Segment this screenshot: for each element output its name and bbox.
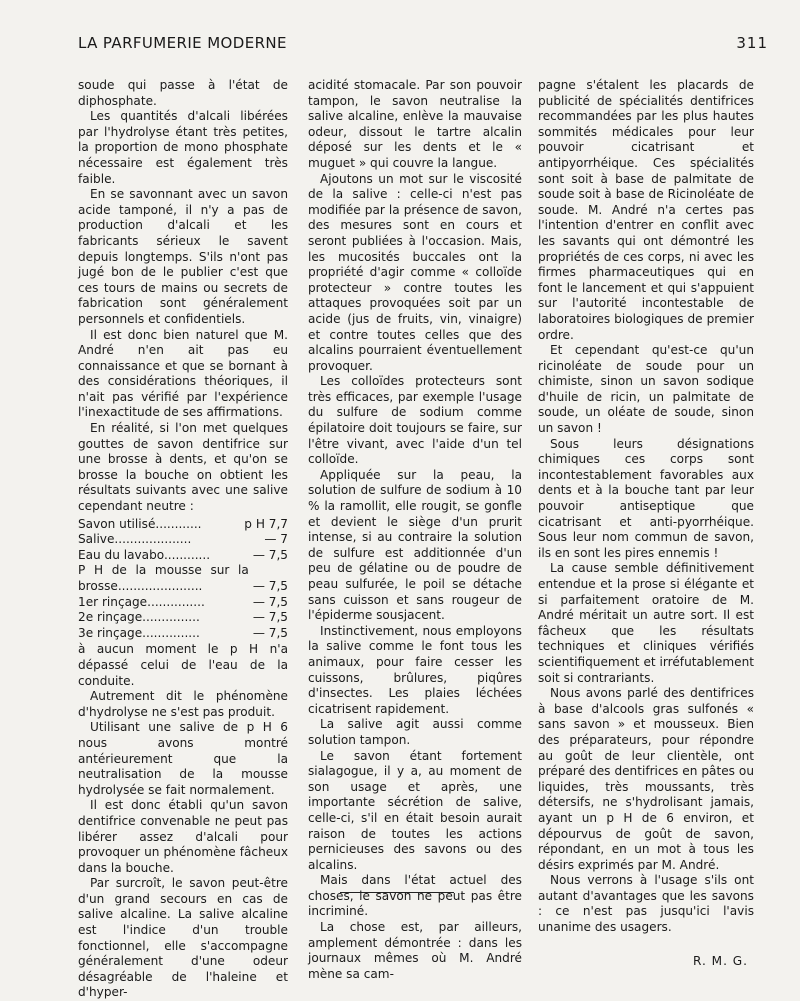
paragraph: à aucun moment le p H n'a dépassé celui de l'eau de la conduite. xyxy=(78,642,288,688)
paragraph: Ajoutons un mot sur le viscosité de la salive : celle-ci n'est pas modifiée par la présence de savon, des mesures sont en cours et seront publiées à l'occasion. Mais, les mucosités buccales ont la propriété d'agir comme « colloïde protecteur » contre toutes les attaques provoquées soit par un acide (jus de fruits, vin, vinaigre) et contre toutes celles que des alcalins pourraient éventuellement provoquer. xyxy=(308,171,522,373)
table-label: Salive.................... xyxy=(78,532,192,547)
column-2 xyxy=(308,78,522,982)
table-row xyxy=(78,532,288,548)
table-value: p H 7,7 xyxy=(244,516,288,531)
paragraph: Il est donc établi qu'un savon dentifrice convenable ne peut pas libérer assez d'alcali pour provoquer un phénomène fâcheux dans la bouche. xyxy=(78,798,288,875)
table-value: — 7 xyxy=(264,532,288,547)
table-value: — 7,5 xyxy=(252,625,288,640)
paragraph: Autrement dit le phénomène d'hydrolyse ne s'est pas produit. xyxy=(78,689,288,719)
paragraph: Par surcroît, le savon peut-être d'un grand secours en cas de salive alcaline. La salive alcaline est l'indice d'un trouble fonctionnel, elle s'accompagne généralement d'une odeur désagréable de l'haleine et d'hyper- xyxy=(78,876,288,1000)
paragraph: Nous verrons à l'usage s'ils ont autant d'avantages que les savons : ce n'est pas jusqu'ici l'avis unanime des usagers. xyxy=(538,873,754,935)
paragraph: pagne s'étalent les placards de publicité de spécialités dentifrices recommandées par les plus hautes sommités médicales pour leur pouvoir cicatrisant et antipyorrhéique. Ces spécialités sont soit à base de palmitate de soude soit à base de Ricinoléate de soude. M. André n'a certes pas l'intention d'entrer en conflit avec les savants qui ont démontré les propriétés de ces corps, ni avec les firmes pharmaceutiques qui en font le lancement et qui s'appuient sur l'autorité incontestable de laboratoires biologiques de premier ordre. xyxy=(538,78,754,342)
page-number: 311 xyxy=(736,34,768,52)
paragraph: Les quantités d'alcali libérées par l'hydrolyse étant très petites, la proportion de mono phosphate nécessaire est également très faible. xyxy=(78,109,288,186)
paragraph: En réalité, si l'on met quelques gouttes de savon dentifrice sur une brosse à dents, et qu'on se brosse la bouche on obtient les résultats suivants avec une salive cependant neutre : xyxy=(78,421,288,514)
paragraph: La cause semble définitivement entendue et la prose si élégante et si parfaitement oratoire de M. André méritait un autre sort. Il est fâcheux que les résultats techniques et cliniques vérifiés scientifiquement et irréfutablement soit si contrariants. xyxy=(538,561,754,685)
paragraph: soude qui passe à l'état de diphosphate. xyxy=(78,78,288,108)
table-value: — 7,5 xyxy=(252,579,288,593)
paragraph: La chose est, par ailleurs, amplement démontrée : dans les journaux mêmes où M. André mène sa cam- xyxy=(308,920,522,981)
paragraph: Et cependant qu'est-ce qu'un ricinoléate de soude pour un chimiste, sinon un savon sodique d'huile de ricin, un palmitate de soude, un oléate de soude, sinon un savon ! xyxy=(538,343,754,436)
table-label: 3e rinçage............... xyxy=(78,625,200,640)
table-row xyxy=(78,548,288,564)
paragraph: Instinctivement, nous employons la salive comme le font tous les animaux, pour faire cesser les cuissons, brûlures, piqûres d'insectes. Les plaies léchées cicatrisent rapidement. xyxy=(308,623,522,716)
paragraph: Utilisant une salive de p H 6 nous avons montré antérieurement que la neutralisation de la mousse hydrolysée se fait normalement. xyxy=(78,720,288,797)
paragraph: En se savonnant avec un savon acide tamponé, il n'y a pas de production d'alcali et les fabricants sérieux le savent depuis longtemps. S'ils n'ont pas jugé bon de le publier c'est que ces tours de mains ou secrets de fabrication sont généralement personnels et confidentiels. xyxy=(78,187,288,326)
table-label: P H de la mousse sur la brosse...................... xyxy=(78,563,249,593)
running-title: LA PARFUMERIE MODERNE xyxy=(78,34,287,52)
paragraph: acidité stomacale. Par son pouvoir tampon, le savon neutralise la salive alcaline, enlève la mauvaise odeur, dissout le tartre alcalin déposé sur les dents et le « muguet » qui couvre la langue. xyxy=(308,78,522,170)
page-header xyxy=(78,34,768,56)
table-label: Eau du lavabo............ xyxy=(78,547,211,562)
table-row xyxy=(78,595,288,611)
paragraph: Sous leurs désignations chimiques ces corps sont incontestablement favorables aux dents et à la bouche tant par leur pouvoir antiseptique que cicatrisant et anti-pyorrhéique. Sous leur nom commun de savon, ils en sont les pires ennemis ! xyxy=(538,436,754,560)
paragraph: Nous avons parlé des dentifrices à base d'alcools gras sulfonés « sans savon » et mousseux. Bien des préparateurs, pour répondre au goût de leur clientèle, ont préparé des dentifrices en pâtes ou liquides, très moussants, très détersifs, ne s'hydrolisant jamais, ayant un p H de 6 environ, et dépourvus de goût de savon, répondant, en un mot à tous les désirs exprimés par M. André. xyxy=(538,686,754,872)
paragraph: La salive agit aussi comme solution tampon. xyxy=(308,717,522,747)
paragraph: Il est donc bien naturel que M. André n'en ait pas eu connaissance et que se bornant à des considérations théoriques, il n'ait pas vérifié par l'expérience l'inexactitude de ses affirmations. xyxy=(78,327,288,420)
paragraph: Le savon étant fortement sialagogue, il y a, au moment de son usage et après, une importante sécrétion de salive, celle-ci, s'il en était besoin aurait raison de toutes les actions pernicieuses des savons ou des alcalins. xyxy=(308,748,522,872)
column-3 xyxy=(538,78,754,969)
table-value: — 7,5 xyxy=(252,594,288,609)
paragraph: Les colloïdes protecteurs sont très efficaces, par exemple l'usage du sulfure de sodium comme épilatoire doit toujours se faire, sur l'être vivant, avec l'aide d'un tel colloïde. xyxy=(308,374,522,467)
column-1 xyxy=(78,78,288,1001)
table-value: — 7,5 xyxy=(252,610,288,625)
table-label: Savon utilisé............ xyxy=(78,516,202,531)
table-row xyxy=(78,563,288,594)
table-row xyxy=(78,626,288,642)
ph-measurement-table xyxy=(78,517,288,642)
table-label: 2e rinçage............... xyxy=(78,610,200,625)
table-label: 1er rinçage............... xyxy=(78,594,205,609)
table-value: — 7,5 xyxy=(252,547,288,562)
paragraph: Mais dans l'état actuel des choses, le savon ne peut pas être incriminé. xyxy=(308,873,522,919)
paragraph: Appliquée sur la peau, la solution de sulfure de sodium à 10 % la ramollit, elle rougit, se gonfle et devient le siège d'un prurit intense, si au contraire la solution de sulfure est additionnée d'un peu de gélatine ou de poudre de peau sulfurée, le poil se détache sans cuisson et sans rougeur de l'épiderme sousjacent. xyxy=(308,467,522,623)
end-rule xyxy=(340,892,454,893)
table-row xyxy=(78,610,288,626)
table-row xyxy=(78,517,288,533)
author-signature: R. M. G. xyxy=(693,953,748,968)
